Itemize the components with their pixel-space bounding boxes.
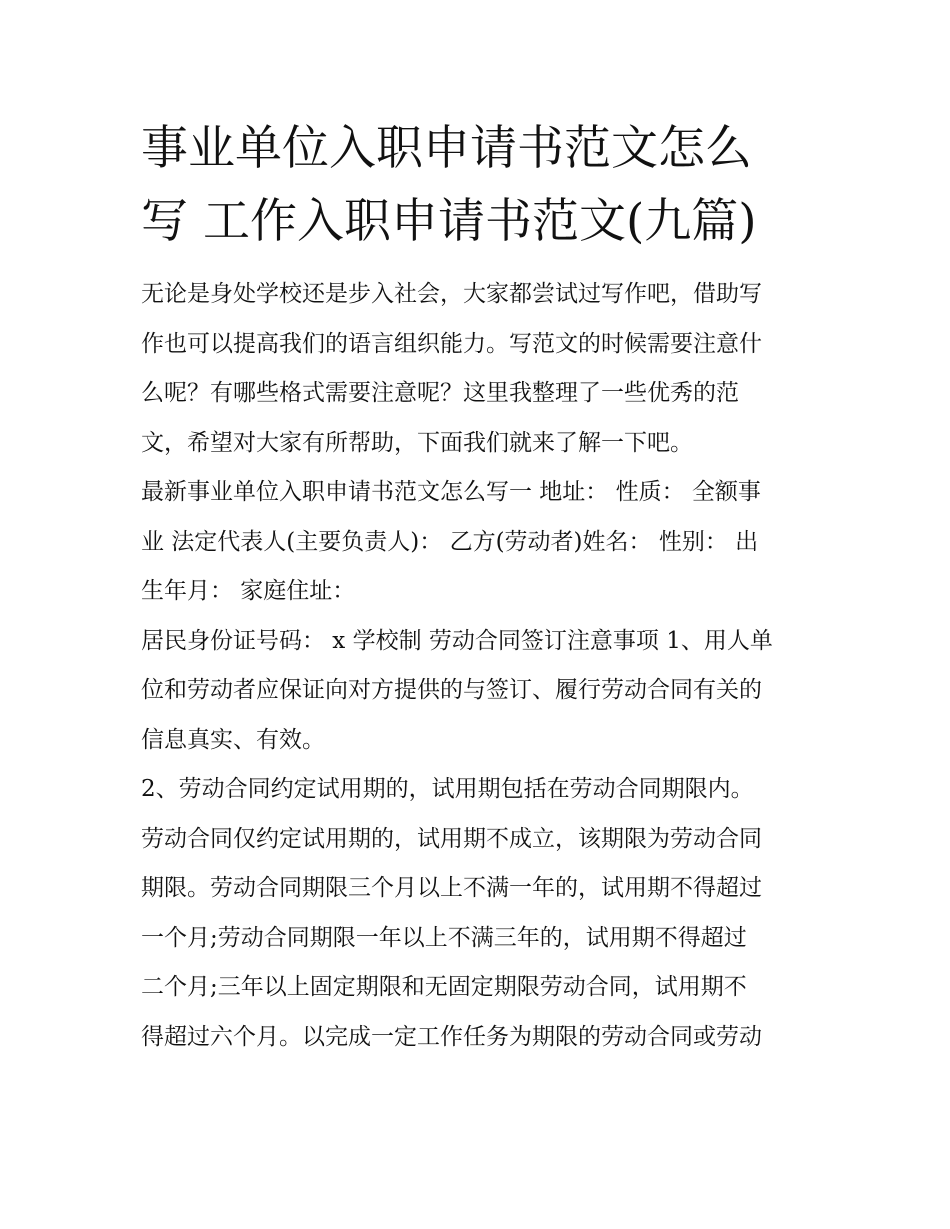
text-line: 劳动合同仅约定试用期的，试用期不成立，该期限为劳动合同 bbox=[141, 825, 762, 852]
text-line: 居民身份证号码： x 学校制 劳动合同签订注意事项 1、用人单 bbox=[141, 627, 773, 654]
text-line: 业 法定代表人(主要负责人)： 乙方(劳动者)姓名： 性别： 出 bbox=[141, 528, 759, 555]
text-line: 生年月： 家庭住址： bbox=[141, 578, 356, 604]
text-line: 期限。劳动合同期限三个月以上不满一年的，试用期不得超过 bbox=[141, 875, 762, 901]
title-line-1: 事业单位入职申请书范文怎么 bbox=[141, 121, 752, 176]
text-line: 一个月;劳动合同期限一年以上不满三年的，试用期不得超过 bbox=[141, 924, 747, 951]
document-content bbox=[141, 112, 813, 1062]
title-line-2: 写 工作入职申请书范文(九篇) bbox=[141, 194, 757, 249]
document-title bbox=[141, 112, 813, 258]
text-line: 作也可以提高我们的语言组织能力。写范文的时候需要注意什 bbox=[141, 330, 762, 357]
paragraph-id-and-notes bbox=[141, 617, 813, 766]
text-line: 最新事业单位入职申请书范文怎么写一 地址： 性质： 全额事 bbox=[141, 479, 761, 505]
text-line: 二个月;三年以上固定期限和无固定期限劳动合同，试用期不 bbox=[141, 974, 747, 1000]
text-line: 么呢？有哪些格式需要注意呢？这里我整理了一些优秀的范 bbox=[141, 380, 739, 406]
paragraph-intro bbox=[141, 270, 813, 468]
text-line: 位和劳动者应保证向对方提供的与签订、履行劳动合同有关的 bbox=[141, 677, 762, 703]
paragraph-probation bbox=[141, 765, 813, 1062]
text-line: 2、劳动合同约定试用期的，试用期包括在劳动合同期限内。 bbox=[141, 776, 754, 802]
text-line: 得超过六个月。以完成一定工作任务为期限的劳动合同或劳动 bbox=[141, 1023, 762, 1050]
text-line: 信息真实、有效。 bbox=[141, 726, 325, 753]
paragraph-basic-info bbox=[141, 468, 813, 617]
text-line: 文，希望对大家有所帮助，下面我们就来了解一下吧。 bbox=[141, 429, 693, 456]
text-line: 无论是身处学校还是步入社会，大家都尝试过写作吧，借助写 bbox=[141, 281, 762, 307]
